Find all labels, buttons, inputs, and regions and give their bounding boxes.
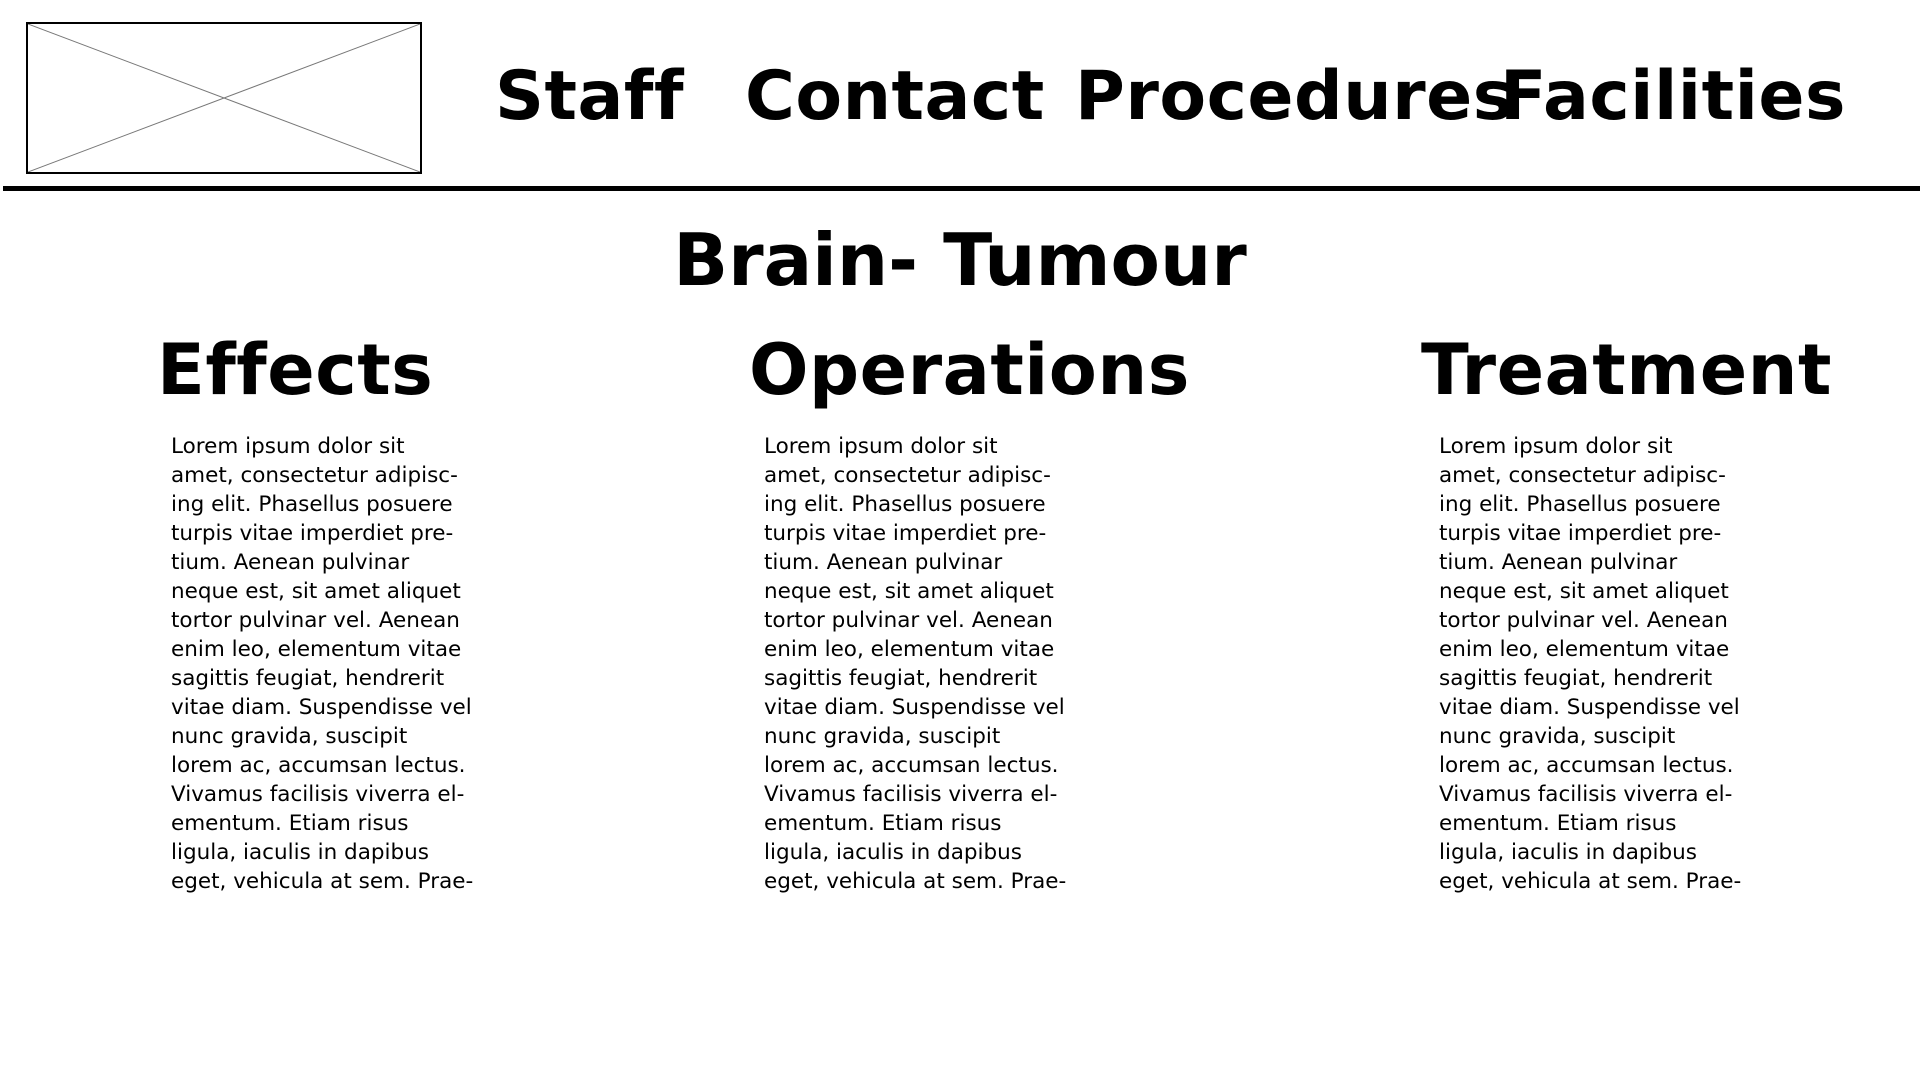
column-heading-operations: Operations bbox=[749, 329, 1190, 411]
column-heading-treatment: Treatment bbox=[1421, 329, 1832, 411]
column-operations bbox=[749, 330, 1190, 896]
logo-placeholder[interactable] bbox=[26, 22, 422, 174]
image-placeholder-icon bbox=[28, 24, 420, 172]
nav-link-procedures[interactable]: Procedures bbox=[1075, 57, 1514, 136]
page-title bbox=[0, 215, 1920, 305]
header-divider bbox=[3, 186, 1920, 191]
column-treatment bbox=[1421, 330, 1832, 896]
nav-link-facilities[interactable]: Facilities bbox=[1500, 57, 1846, 136]
column-heading-effects: Effects bbox=[157, 329, 434, 411]
column-effects bbox=[157, 330, 481, 896]
column-text-effects: Lorem ipsum dolor sit amet, consectetur adipisc- ing elit. Phasellus posuere turpis vitae imperdiet pre- tium. Aenean pulvinar neque est, sit amet aliquet tortor pulvinar vel. Aenean enim leo, elementum vitae sagittis feugiat, hendrerit vitae diam. Suspendisse vel nunc gravida, suscipit lorem ac, accumsan lectus. Vivamus facilisis viverra el- ementum. Etiam risus ligula, iaculis in dapibus eget, vehicula at sem. Prae- bbox=[171, 434, 474, 894]
column-text-operations: Lorem ipsum dolor sit amet, consectetur adipisc- ing elit. Phasellus posuere turpis vitae imperdiet pre- tium. Aenean pulvinar neque est, sit amet aliquet tortor pulvinar vel. Aenean enim leo, elementum vitae sagittis feugiat, hendrerit vitae diam. Suspendisse vel nunc gravida, suscipit lorem ac, accumsan lectus. Vivamus facilisis viverra el- ementum. Etiam risus ligula, iaculis in dapibus eget, vehicula at sem. Prae- bbox=[764, 434, 1067, 894]
nav-link-staff[interactable]: Staff bbox=[495, 57, 685, 136]
column-text-treatment: Lorem ipsum dolor sit amet, consectetur adipisc- ing elit. Phasellus posuere turpis vitae imperdiet pre- tium. Aenean pulvinar neque est, sit amet aliquet tortor pulvinar vel. Aenean enim leo, elementum vitae sagittis feugiat, hendrerit vitae diam. Suspendisse vel nunc gravida, suscipit lorem ac, accumsan lectus. Vivamus facilisis viverra el- ementum. Etiam risus ligula, iaculis in dapibus eget, vehicula at sem. Prae- bbox=[1439, 434, 1742, 894]
nav-link-contact[interactable]: Contact bbox=[745, 57, 1045, 136]
page-title-text: Brain- Tumour bbox=[673, 218, 1247, 302]
